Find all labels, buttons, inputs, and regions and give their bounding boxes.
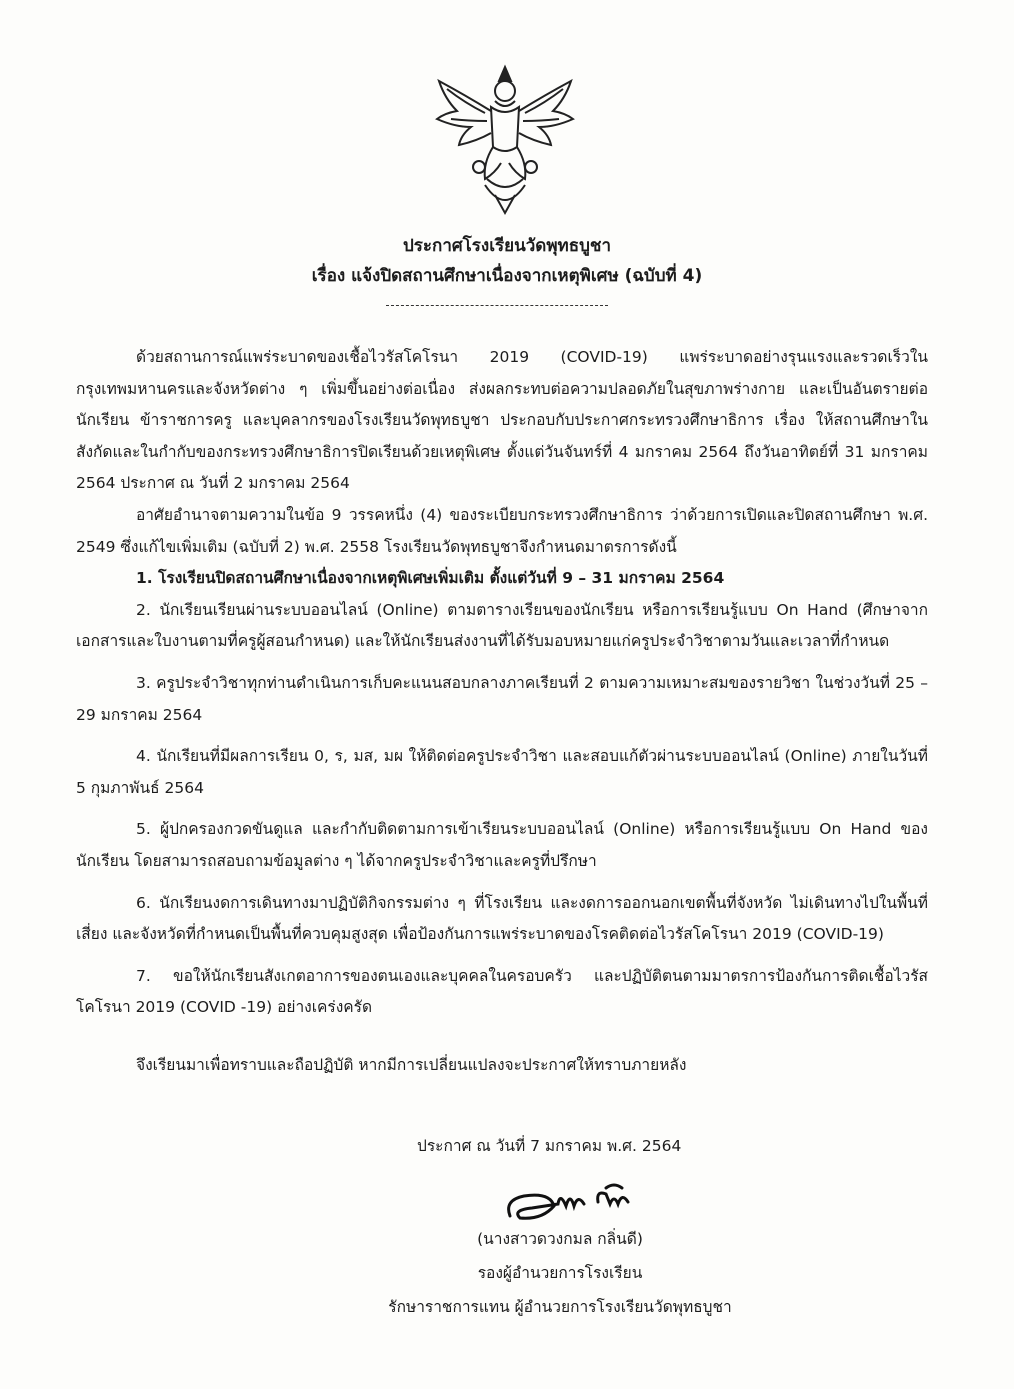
- measure-item-1: 1. โรงเรียนปิดสถานศึกษาเนื่องจากเหตุพิเศษเพิ่มเติม ตั้งแต่วันที่ 9 – 31 มกราคม 2564: [136, 569, 725, 588]
- measure-item-2: 2. นักเรียนเรียนผ่านระบบออนไลน์ (Online) ตามตารางเรียนของนักเรียน หรือการเรียนรู้แบบ On Hand (ศึกษาจากเอกสารและใบงานตามที่ครูผู้สอนกำหนด) และให้นักเรียนส่งงานที่ได้รับมอบหมายแก่ครูประจำวิชาตามวันและเวลาที่กำหนด: [76, 600, 928, 651]
- signer-name: (นางสาวดวงกมล กลิ่นดี): [477, 1230, 643, 1248]
- announcement-subject: เรื่อง แจ้งปิดสถานศึกษาเนื่องจากเหตุพิเศษ (ฉบับที่ 4): [311, 266, 703, 286]
- signer-position: รองผู้อำนวยการโรงเรียน: [477, 1264, 643, 1282]
- announcement-title: ประกาศโรงเรียนวัดพุทธบูชา: [402, 236, 612, 256]
- measure-item-7: 7. ขอให้นักเรียนสังเกตอาการของตนเองและบุคคลในครอบครัว และปฏิบัติตนตามมาตรการป้องกันการติดเชื้อไวรัสโคโรนา 2019 (COVID -19) อย่างเคร่งครัด: [76, 966, 928, 1017]
- closing-paragraph: จึงเรียนมาเพื่อทราบและถือปฏิบัติ หากมีการเปลี่ยนแปลงจะประกาศให้ทราบภายหลัง: [136, 1055, 687, 1074]
- signer-acting-title: รักษาราชการแทน ผู้อำนวยการโรงเรียนวัดพุทธบูชา: [388, 1298, 732, 1316]
- garuda-emblem-icon: [425, 55, 585, 220]
- measure-item-4: 4. นักเรียนที่มีผลการเรียน 0, ร, มส, มผ ให้ติดต่อครูประจำวิชา และสอบแก้ตัวผ่านระบบออนไลน์ (Online) ภายในวันที่ 5 กุมภาพันธ์ 2564: [76, 747, 928, 797]
- title-divider: [386, 305, 608, 306]
- authority-paragraph: อาศัยอำนาจตามความในข้อ 9 วรรคหนึ่ง (4) ของระเบียบกระทรวงศึกษาธิการ ว่าด้วยการเปิดและปิดสถานศึกษา พ.ศ. 2549 ซึ่งแก้ไขเพิ่มเติม (ฉบับที่ 2) พ.ศ. 2558 โรงเรียนวัดพุทธบูชาจึงกำหนดมาตรการดังนี้: [76, 505, 928, 556]
- announcement-body: [76, 342, 928, 1081]
- intro-paragraph: ด้วยสถานการณ์แพร่ระบาดของเชื้อไวรัสโคโรนา 2019 (COVID-19) แพร่ระบาดอย่างรุนแรงและรวดเร็วในกรุงเทพมหานครและจังหวัดต่าง ๆ เพิ่มขึ้นอย่างต่อเนื่อง ส่งผลกระทบต่อความปลอดภัยในสุขภาพร่างกาย และเป็นอันตรายต่อนักเรียน ข้าราชการครู และบุคลากรของโรงเรียนวัดพุทธบูชา ประกอบกับประกาศกระทรวงศึกษาธิการ เรื่อง ให้สถานศึกษาในสังกัดและในกำกับของกระทรวงศึกษาธิการปิดเรียนด้วยเหตุพิเศษ ตั้งแต่วันจันทร์ที่ 4 มกราคม 2564 ถึงวันอาทิตย์ที่ 31 มกราคม 2564 ประกาศ ณ วันที่ 2 มกราคม 2564: [76, 348, 928, 493]
- signature-icon: [502, 1180, 652, 1232]
- measure-item-6: 6. นักเรียนงดการเดินทางมาปฏิบัติกิจกรรมต่าง ๆ ที่โรงเรียน และงดการออกนอกเขตพื้นที่จังหวัด ไม่เดินทางไปในพื้นที่เสี่ยง และจังหวัดที่กำหนดเป็นพื้นที่ควบคุมสูงสุด เพื่อป้องกันการแพร่ระบาดของโรคติดต่อไวรัสโคโรนา 2019 (COVID-19): [76, 893, 928, 944]
- measure-item-3: 3. ครูประจำวิชาทุกท่านดำเนินการเก็บคะแนนสอบกลางภาคเรียนที่ 2 ตามความเหมาะสมของรายวิชา ในช่วงวันที่ 25 – 29 มกราคม 2564: [76, 673, 928, 724]
- measure-item-5: 5. ผู้ปกครองกวดขันดูแล และกำกับติดตามการเข้าเรียนระบบออนไลน์ (Online) หรือการเรียนรู้แบบ On Hand ของนักเรียน โดยสามารถสอบถามข้อมูลต่าง ๆ ได้จากครูประจำวิชาและครูที่ปรึกษา: [76, 820, 928, 870]
- announcement-date: ประกาศ ณ วันที่ 7 มกราคม พ.ศ. 2564: [417, 1137, 682, 1155]
